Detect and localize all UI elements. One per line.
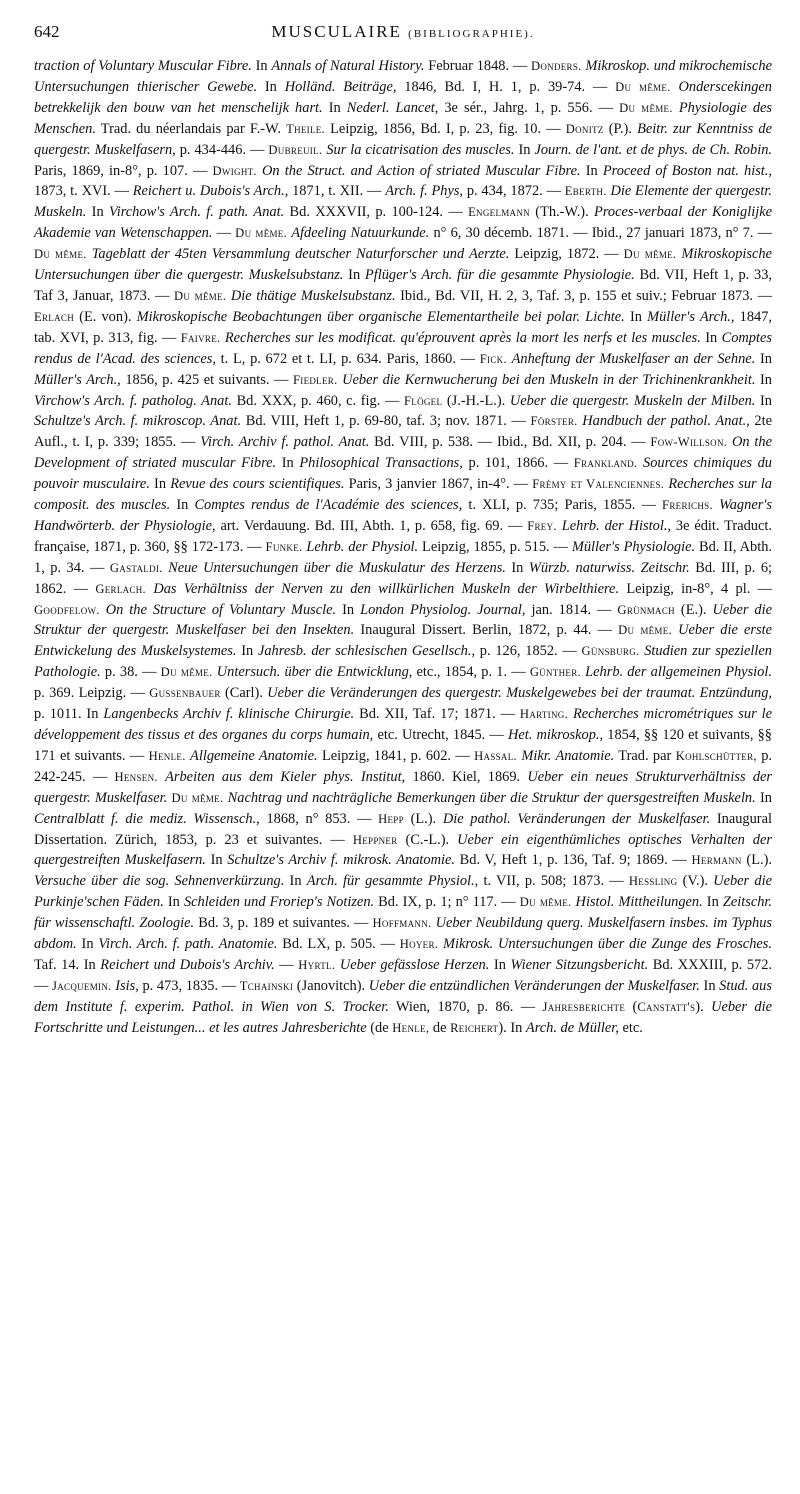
reference-text: Leipzig, 1872. — [509, 246, 624, 263]
title-text: Die Elemente der quergestr. Muskeln. [34, 183, 772, 221]
author-name: Gussenbauer [149, 686, 221, 701]
reference-text: Bd. VII, Heft 1, p. 33, Taf 3, Januar, 1873. — [34, 267, 773, 304]
author-name: Du même. [235, 226, 288, 241]
reference-text: 1873, t. XVI. — [34, 183, 133, 200]
author-name: Flögel [403, 393, 443, 408]
author-name: Förster. [530, 414, 578, 429]
author-name: Frerichs. [662, 498, 713, 513]
title-text: Proceed of Boston nat. hist., [602, 162, 772, 179]
reference-text: (V.). [677, 873, 714, 890]
reference-text: 1856, p. 425 et suivants. — [120, 371, 293, 388]
title-text: Ueber die Purkinje'schen Fäden. [34, 873, 772, 911]
author-name: Dubreuil. [268, 142, 323, 157]
title-text: Onderscekingen betrekkelijk den bouw van het menschelijk hart. [34, 78, 773, 116]
reference-text: de [429, 1019, 451, 1036]
author-name: Du même. [619, 100, 673, 115]
title-text: London Physiolog. Journal, [360, 601, 526, 618]
reference-text: Paris, 1869, in-8°, p. 107. — [34, 162, 213, 179]
title-text: Lehrb. der Histol., [561, 517, 672, 534]
author-name: Du même. [171, 790, 224, 805]
title-text: On the Development of striated muscular Fibre. [34, 434, 772, 472]
title-text: Reichert u. Dubois's Arch., [132, 183, 289, 200]
author-name: Hermann [691, 853, 742, 868]
reference-text: Paris, 3 janvier 1867, in-4°. — [344, 476, 533, 493]
author-name: Hessling [628, 874, 678, 889]
title-text: Mikroskopische Untersuchungen über die quergestr. Muskelsubstanz. [34, 246, 772, 284]
title-text: Virch. Archiv f. pathol. Anat. [200, 434, 370, 451]
reference-text: etc. Utrecht, 1845. — [373, 727, 508, 743]
title-text: Recherches micrométriques sur le développement des tissus et des organes du corps humain, [34, 706, 772, 743]
reference-text: Bd. IX, p. 1; n° 117. — [374, 894, 520, 911]
title-text: Mikr. Anatomie. [521, 747, 615, 764]
title-text: Zeitschr. für wissenschaftl. Zoologie. [34, 894, 772, 932]
reference-text: ( [625, 998, 638, 1015]
reference-text: In [489, 956, 511, 973]
reference-text: Inaugural Dissert. Berlin, 1872, p. 44. — [354, 622, 619, 639]
reference-text: In [755, 371, 772, 388]
title-text: Comptes rendus de l'Acad. des sciences, [34, 329, 772, 367]
title-text: Virchow's Arch. f. patholog. Anat. [34, 392, 232, 409]
title-text: Centralblatt f. die mediz. Wissensch., [34, 810, 260, 827]
title-text: Ueber die Fortschritte und Leistungen... et les autres Jahresberichte [34, 998, 772, 1036]
title-text: Langenbecks Archiv f. klinische Chirurgie. [103, 706, 355, 723]
author-name: Frémy et Valenciennes. [532, 477, 665, 492]
reference-text: 2te Aufl., t. I, p. 339; 1855. — [34, 413, 772, 451]
reference-text: In [700, 329, 722, 346]
reference-text: In [236, 643, 258, 660]
author-name: Frankland. [573, 456, 638, 471]
reference-text: 3e édit. Traduct. française, 1871, p. 360, §§ 172-173. — [34, 517, 772, 555]
reference-text: In [336, 601, 361, 618]
bibliography-text [34, 56, 772, 1039]
title-text: Müller's Arch., [647, 308, 735, 325]
title-text: Arch. de Müller, [525, 1019, 619, 1036]
title-text: Proces-verbaal der Koniglijke Akademie van Wetenschappen. [34, 204, 772, 242]
reference-text: Bd. V, Heft 1, p. 136, Taf. 9; 1869. — [454, 852, 692, 869]
reference-text: (Carl). [220, 685, 268, 702]
author-name: Jahresberichte [542, 999, 626, 1014]
title-text: Philosophical Transactions, [299, 455, 463, 472]
title-text: Virch. Arch. f. path. Anatomie. [98, 936, 278, 953]
reference-text: In [284, 873, 307, 890]
reference-text: Bd. 3, p. 189 et suivantes. — [194, 915, 373, 932]
reference-text: — [274, 956, 299, 973]
reference-text: In [505, 559, 529, 576]
page-header [34, 22, 772, 50]
title-text: Mikrosk. Untersuchungen über die Zunge des Frosches. [443, 936, 772, 953]
title-text: Lehrb. der Physiol. [306, 538, 419, 555]
title-text: Ueber Neubildung querg. Muskelfasern insbes. im Typhus abdom. [34, 915, 772, 953]
reference-text: In [86, 204, 109, 221]
title-text: Pflüger's Arch. für die gesammte Physiologie. [364, 267, 635, 284]
reference-text: In [257, 78, 285, 95]
reference-text: Bd. LX, p. 505. — [277, 936, 400, 953]
title-text: Physiologie des Menschen. [34, 99, 773, 137]
title-text: Wiener Sitzungsbericht. [510, 956, 649, 973]
title-text: Das Verhältniss der Nerven zu den willkürlichen Muskeln der Wirbelthiere. [153, 580, 620, 597]
page-number: 642 [34, 22, 60, 41]
title-text: Histol. Mittheilungen. [575, 894, 703, 911]
author-name: Harting. [519, 707, 569, 722]
reference-text: Bd. XXXVII, p. 100-124. — [284, 204, 469, 221]
reference-text: Wien, 1870, p. 86. — [388, 998, 543, 1015]
title-text: Ueber die quergestr. Muskeln der Milben. [509, 392, 756, 409]
reference-text: Bd. XXX, p. 460, c. fig. — [231, 392, 404, 409]
reference-text: In [702, 894, 723, 911]
title-text: Mikroskop. und mikrochemische Untersuchungen thierischer Gewebe. [34, 58, 772, 95]
reference-text: jan. 1814. — [525, 601, 618, 618]
author-name: Grünmach [617, 602, 675, 617]
title-text: Comptes rendus de l'Académie des sciences, [194, 497, 463, 514]
title-text: Schultze's Arch. f. mikroscop. Anat. [34, 413, 242, 430]
reference-text: 1868, n° 853. — [259, 810, 379, 827]
reference-text: Bd. XXXIII, p. 572. — [34, 956, 773, 994]
author-name: Donitz [565, 121, 604, 136]
title-text: Journ. de l'ant. et de phys. de Ch. Robin. [534, 141, 772, 158]
reference-text: (C.-L.). [397, 831, 458, 848]
reference-text: In [514, 141, 535, 158]
reference-text [671, 79, 679, 95]
reference-text: — [212, 225, 236, 242]
title-text: Wagner's Handwörterb. der Physiologie, [34, 497, 772, 534]
author-name: Kohlschütter, [675, 748, 757, 763]
reference-text: p. 434, 1872. — [463, 183, 565, 200]
running-head-subtitle: (BIBLIOGRAPHIE). [408, 28, 535, 40]
author-name: Gerlach. [95, 581, 147, 596]
reference-text: 1847, tab. XVI, p. 313, fig. — [34, 308, 772, 346]
reference-text: In [163, 894, 184, 911]
reference-text: p. 473, 1835. — [138, 977, 240, 994]
reference-text: Taf. 14. In [34, 956, 101, 973]
title-text: On the Struct. and Action of striated Muscular Fibre. [262, 162, 581, 179]
title-text: Recherches sur les modificat. qu'éprouvent après la mort les nerfs et les muscles. [224, 329, 701, 346]
running-head [34, 22, 772, 42]
author-name: Engelmann [468, 205, 530, 220]
reference-text: 1860. Kiel, 1869. [405, 768, 528, 785]
reference-text: 1871, t. XII. — [288, 183, 386, 200]
title-text: Ueber die erste Entwickelung des Muskelsystemes. [34, 622, 772, 660]
reference-text: 1854, §§ 120 et suivants, §§ 171 et suivants. — [34, 727, 772, 764]
title-text: Studien zur speziellen Pathologie. [34, 643, 772, 681]
author-name: Henle, [392, 1020, 430, 1035]
title-text: Die thätige Muskelsubstanz. [230, 287, 396, 304]
author-name: Hyrtl. [298, 957, 336, 972]
reference-text: In [624, 308, 648, 325]
reference-text: p. 38. — [100, 664, 161, 681]
author-name: Du même. [623, 247, 677, 262]
reference-text: p. 1011. In [34, 706, 104, 723]
author-name: Theile. [286, 121, 326, 136]
author-name: Du même. [618, 623, 672, 638]
title-text: Mikroskopische Beobachtungen über organische Elementartheile bei polar. Lichte. [136, 308, 625, 325]
reference-text: p. 434-446. — [175, 141, 269, 158]
title-text: Stud. aus dem Institute f. experim. Pathol. in Wien von S. Trocker. [34, 977, 772, 1015]
author-name: Eberth. [564, 184, 607, 199]
author-name: Fiedler. [292, 372, 338, 387]
title-text: Annals of Natural History. [271, 58, 425, 74]
author-name: Jacquemin. [52, 978, 112, 993]
title-text: Müller's Physiologie. [571, 538, 696, 555]
title-text: Versuche über die sog. Sehnenverkürzung. [34, 873, 285, 890]
reference-text: (L.). [741, 852, 772, 869]
title-text: Lehrb. der allgemeinen Physiol. [585, 664, 772, 681]
reference-text: In [755, 350, 772, 367]
reference-text: t. VII, p. 508; 1873. — [478, 873, 629, 890]
reference-text: t. L, p. 672 et t. LI, p. 634. Paris, 1860. — [215, 350, 480, 367]
reference-text: In [580, 162, 603, 179]
title-text: Recherches sur la composit. des muscles. [34, 476, 772, 514]
title-text: Nachtrag und nachträgliche Bemerkungen über die Struktur der quersgestreiften Muskeln. [227, 789, 756, 806]
title-text: Neue Untersuchungen über die Muskulatur des Herzens. [168, 559, 506, 576]
reference-text: t. XLI, p. 735; Paris, 1855. — [462, 497, 663, 514]
title-text: Ueber ein eigenthümliches optisches Verhalten der quergestreiften Muskelfasern. [34, 831, 772, 869]
title-text: On the Structure of Voluntary Muscle. [105, 601, 337, 618]
author-name: Hoffmann. [372, 916, 432, 931]
reference-text: n° 6, 30 décemb. 1871. — Ibid., 27 januari 1873, n° 7. — [429, 225, 772, 242]
reference-text: p. 126, 1852. — [475, 643, 582, 660]
author-name: Heppner [352, 832, 398, 847]
title-text: traction of Voluntary Muscular Fibre. [34, 58, 252, 74]
reference-text: 1846, Bd. I, H. 1, p. 39-74. — [396, 78, 616, 95]
author-name: Tchainski [239, 978, 294, 993]
reference-text: In [755, 789, 772, 806]
title-text: Arch. für gesammte Physiol., [306, 873, 479, 890]
title-text: Sources chimiques du pouvoir musculaire. [34, 455, 772, 493]
reference-text: (de [366, 1019, 393, 1036]
title-text: Jahresb. der schlesischen Gesellsch., [257, 643, 476, 660]
title-text: Arbeiten aus dem Kieler phys. Institut, [165, 768, 406, 785]
title-text: Ueber ein neues Strukturverhältniss der quergestr. Muskelfaser. [34, 768, 772, 806]
running-head-title: MUSCULAIRE [271, 22, 402, 41]
reference-text: In [343, 267, 365, 284]
author-name: Fow-Willson. [650, 435, 728, 450]
reference-text: etc., 1854, p. 1. — [412, 664, 530, 681]
reference-text: (J.-H.-L.). [442, 392, 510, 409]
reference-text: Inaugural Dissertation. Zürich, 1853, p. 23 et suivantes. — [34, 810, 772, 848]
reference-text: In [251, 58, 272, 74]
title-text: Müller's Arch., [34, 371, 121, 388]
reference-text: p. 369. Leipzig. — [34, 685, 150, 702]
author-name: Frey. [527, 518, 557, 533]
title-text: Revue des cours scientifiques. [170, 476, 345, 493]
reference-text: Bd. II, Abth. 1, p. 34. — [34, 538, 772, 576]
title-text: Sur la cicatrisation des muscles. [326, 141, 515, 158]
author-name: Erlach [34, 309, 74, 324]
reference-text: Bd. VIII, Heft 1, p. 69-80, taf. 3; nov. 1871. — [241, 413, 531, 430]
reference-text: Trad. par [614, 747, 676, 764]
title-text: Nederl. Lancet, [346, 99, 439, 116]
title-text: Schleiden und Froriep's Notizen. [183, 894, 375, 911]
title-text: Reichert und Dubois's Archiv. [100, 956, 275, 973]
title-text: Holländ. Beiträge, [284, 78, 397, 95]
title-text: Allgemeine Anatomie. [190, 747, 318, 764]
author-name: Günsburg. [581, 644, 640, 659]
author-name: Reichert [450, 1020, 499, 1035]
title-text: Ueber die entzündlichen Veränderungen der Muskelfaser. [368, 977, 700, 994]
title-text: Würzb. naturwiss. Zeitschr. [528, 559, 690, 576]
reference-text: Ibid., Bd. VII, H. 2, 3, Taf. 3, p. 155 et suiv.; Februar 1873. — [395, 287, 772, 304]
title-text: Schultze's Archiv f. mikrosk. Anatomie. [227, 852, 455, 869]
reference-text: (Janovitch). [293, 977, 369, 994]
author-name: Günther. [529, 665, 581, 680]
author-name: Gastaldi. [109, 560, 163, 575]
author-name: Fick. [479, 351, 507, 366]
title-text: Ueber die Kernwucherung bei den Muskeln in der Trichinenkrankheit. [342, 371, 756, 388]
reference-text: In [149, 476, 171, 493]
title-text: Virchow's Arch. f. path. Anat. [109, 204, 285, 221]
author-name: Hassal. [474, 748, 517, 763]
reference-text: p. 101, 1866. — [462, 455, 574, 472]
reference-text: ). In [498, 1019, 526, 1036]
title-text: Ueber die Struktur der quergestr. Muskelfaser bei den Insekten. [34, 601, 772, 639]
reference-text: (P.). [603, 120, 638, 137]
title-text: Beitr. zur Kenntniss de quergestr. Muskelfasern, [34, 120, 772, 158]
reference-text: In [699, 977, 720, 994]
author-name: Canstatt's [637, 999, 696, 1014]
reference-text: Leipzig, 1841, p. 602. — [317, 747, 475, 764]
author-name: Dwight. [212, 163, 257, 178]
reference-text: Leipzig, 1855, p. 515. — [418, 538, 572, 555]
author-name: Hensen. [114, 769, 158, 784]
document-page [34, 22, 772, 1039]
reference-text: Bd. III, p. 6; 1862. — [34, 559, 773, 597]
author-name: Du même. [34, 247, 87, 262]
reference-text: In [322, 99, 347, 116]
author-name: Faivre. [180, 330, 221, 345]
reference-text: In [76, 936, 99, 953]
reference-text: etc. [618, 1019, 643, 1036]
title-text: Tageblatt der 45ten Versammlung deutscher Naturforscher und Aerzte. [91, 246, 510, 263]
reference-text: Bd. XII, Taf. 17; 1871. — [354, 706, 520, 723]
title-text: Ueber die Veränderungen des quergestr. Muskelgewebes bei der traumat. Entzündung, [267, 685, 773, 702]
title-text: Isis, [115, 977, 139, 994]
title-text: Anheftung der Muskelfaser an der Sehne. [511, 350, 756, 367]
reference-text: Leipzig, 1856, Bd. I, p. 23, fig. 10. — [325, 120, 566, 137]
author-name: Hepp [378, 811, 404, 826]
reference-text: (Th.-W.). [529, 204, 595, 221]
author-name: Du même. [519, 895, 572, 910]
title-text: Handbuch der pathol. Anat., [582, 413, 750, 430]
author-name: Goodfelow. [34, 602, 100, 617]
reference-text: Leipzig, in-8°, 4 pl. — [619, 580, 772, 597]
reference-text [158, 769, 165, 785]
reference-text: Trad. du néerlandais par F.-W. [95, 120, 287, 137]
title-text: Het. mikroskop., [507, 727, 604, 743]
reference-text: p. 242-245. — [34, 747, 773, 785]
reference-text: (L.). [403, 810, 443, 827]
author-name: Donders. [530, 59, 582, 73]
reference-text: ). [695, 998, 712, 1015]
author-name: Du même. [174, 288, 227, 303]
title-text: Arch. f. Phys, [385, 183, 464, 200]
author-name: Hoyer. [399, 937, 439, 952]
reference-text: In [170, 497, 195, 514]
reference-text: Februar 1848. — [424, 58, 531, 74]
title-text: Untersuch. über die Entwicklung, [216, 664, 413, 681]
reference-text: 3e sér., Jahrg. 1, p. 556. — [438, 99, 620, 116]
reference-text: (E.). [674, 601, 713, 618]
author-name: Du même. [160, 665, 213, 680]
reference-text: In [755, 392, 772, 409]
author-name: Henle. [148, 748, 186, 763]
title-text: Ueber gefässlose Herzen. [339, 956, 490, 973]
reference-text: (E. von). [74, 308, 137, 325]
title-text: Die pathol. Veränderungen der Muskelfaser. [442, 810, 711, 827]
reference-text: In [276, 455, 300, 472]
author-name: Funke. [265, 539, 303, 554]
reference-text: art. Verdauung. Bd. III, Abth. 1, p. 658, fig. 69. — [215, 517, 528, 534]
reference-text: Bd. VIII, p. 538. — Ibid., Bd. XII, p. 204. — [369, 434, 651, 451]
author-name: Du même. [615, 79, 671, 94]
reference-text: In [205, 852, 228, 869]
title-text: Afdeeling Natuurkunde. [291, 225, 430, 242]
